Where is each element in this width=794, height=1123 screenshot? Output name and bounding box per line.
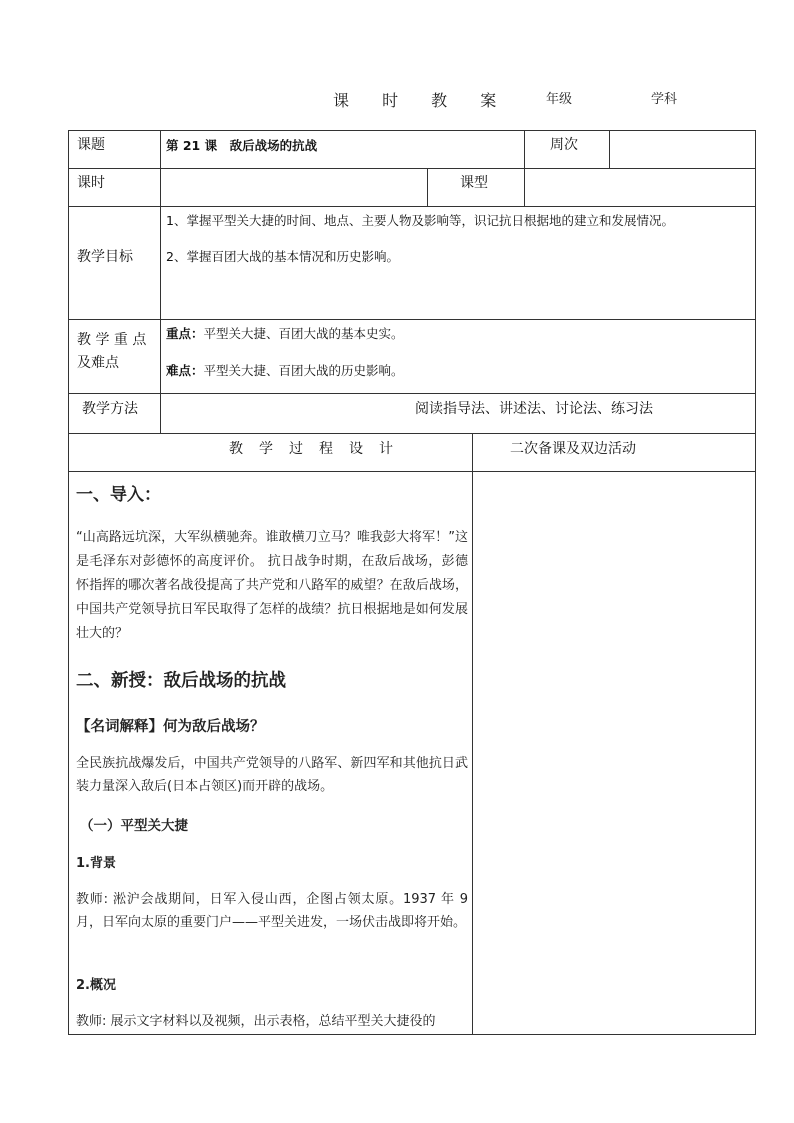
column-divider xyxy=(524,130,525,168)
row-divider xyxy=(68,168,756,169)
objective-item: 2、掌握百团大战的基本情况和历史影响。 xyxy=(166,249,399,264)
method-value: 阅读指导法、讲述法、讨论法、练习法 xyxy=(415,401,653,417)
keypoints-label-line2: 及难点 xyxy=(77,355,119,371)
difficulty-label: 难点： xyxy=(166,363,204,378)
difficulty-text: 平型关大捷、百团大战的历史影响。 xyxy=(203,363,404,378)
term-heading: 【名词解释】何为敌后战场？ xyxy=(76,719,265,735)
column-divider xyxy=(609,130,610,168)
process-header: 教 学 过 程 设 计 xyxy=(229,441,394,457)
topic-value: 第 21 课 敌后战场的抗战 xyxy=(166,138,318,153)
objective-item: 1、掌握平型关大捷的时间、地点、主要人物及影响等，识记抗日根据地的建立和发展情况。 xyxy=(166,213,674,228)
week-label: 周次 xyxy=(550,137,578,153)
subsection-heading: （一）平型关大捷 xyxy=(80,818,188,834)
overview-paragraph: 教师: 展示文字材料以及视频，出示表格，总结平型关大捷役的 xyxy=(76,1014,436,1029)
column-divider xyxy=(427,168,428,206)
keypoints-label: 教 学 重 点 xyxy=(77,332,147,348)
background-paragraph: 教师: 淞沪会战期间，日军入侵山西，企图占领太原。1937 年 9 月，日军向太原的重要门户——平型关进发，一场伏击战即将开始。 xyxy=(76,892,468,930)
row-divider xyxy=(68,319,756,320)
column-divider xyxy=(160,130,161,433)
column-divider xyxy=(524,168,525,206)
focus-row xyxy=(166,325,404,343)
topic-label: 课题 xyxy=(77,137,105,153)
intro-paragraph: “山高路远坑深，大军纵横驰奔。谁敢横刀立马？唯我彭大将军！”这是毛泽东对彭德怀的高度评价。 抗日战争时期，在敌后战场，彭德怀指挥的哪次著名战役提高了共产党和八路军的威望？在敌后战场，中国共产党领导抗日军民取得了怎样的战绩？抗日根据地是如何发展壮大的？ xyxy=(76,530,468,641)
row-divider xyxy=(68,471,756,472)
overview-heading: 2.概况 xyxy=(76,978,116,993)
secondary-header: 二次备课及双边活动 xyxy=(510,441,636,457)
row-divider xyxy=(68,206,756,207)
objectives-label: 教学目标 xyxy=(77,249,133,265)
focus-label: 重点： xyxy=(166,326,204,341)
method-label: 教学方法 xyxy=(82,401,138,417)
type-label: 课型 xyxy=(460,175,488,191)
hours-label: 课时 xyxy=(77,175,105,191)
new-lesson-heading: 二、新授：敌后战场的抗战 xyxy=(76,671,286,691)
row-divider xyxy=(68,433,756,434)
difficulty-row xyxy=(166,362,404,380)
grade-label: 年级 xyxy=(546,92,573,107)
page-title: 课 时 教 案 xyxy=(333,91,511,110)
focus-text: 平型关大捷、百团大战的基本史实。 xyxy=(203,326,404,341)
background-heading: 1.背景 xyxy=(76,856,116,871)
intro-heading: 一、导入： xyxy=(76,485,161,505)
subject-label: 学科 xyxy=(651,92,678,107)
row-divider xyxy=(68,393,756,394)
column-divider xyxy=(472,433,473,1035)
term-paragraph: 全民族抗战爆发后，中国共产党领导的八路军、新四军和其他抗日武装力量深入敌后(日本占领区)而开辟的战场。 xyxy=(76,756,468,794)
